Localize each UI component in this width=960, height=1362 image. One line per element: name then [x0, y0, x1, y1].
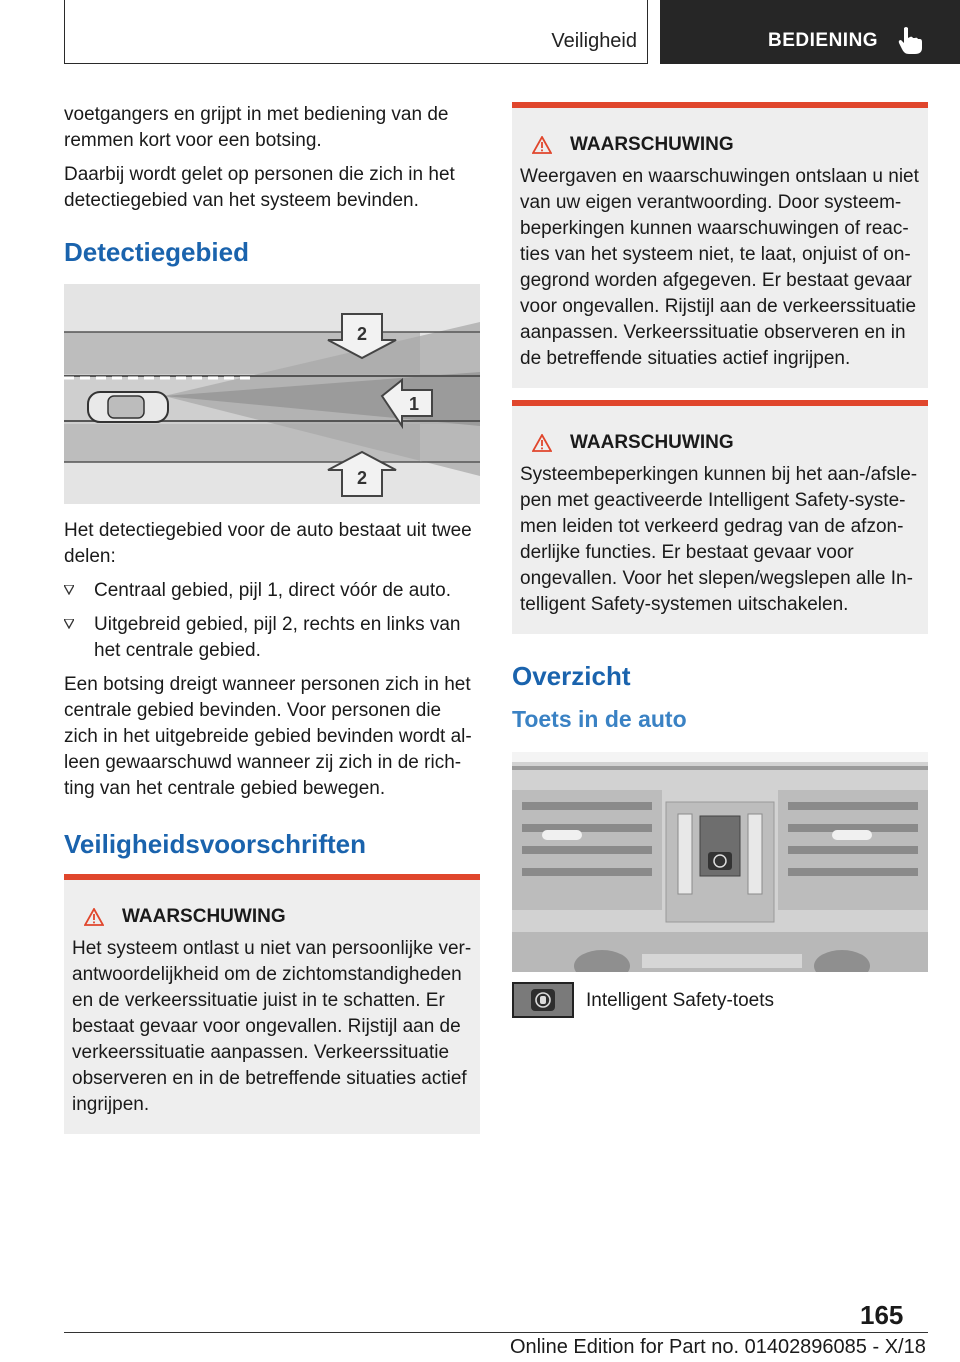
detection-areas-list — [64, 578, 480, 664]
warning-box-3 — [512, 400, 928, 634]
warning-title: WAARSCHUWING — [122, 906, 286, 927]
right-column — [512, 102, 928, 1018]
detection-description: Het detectiegebied voor de auto bestaat uit twee delen: — [64, 520, 472, 567]
triangle-bullet-icon — [64, 585, 74, 595]
header-chapter-box — [660, 0, 960, 64]
heading-safety-instructions: Veiligheidsvoorschriften — [64, 829, 366, 859]
pointing-hand-icon — [896, 26, 924, 56]
arrow-label-2-bottom: 2 — [356, 468, 368, 488]
list-item-text: Uitgebreid gebied, pijl 2, rechts en links van het centrale gebied. — [94, 614, 461, 661]
left-column — [64, 102, 480, 1134]
warning-box-1 — [64, 874, 480, 1134]
dashboard-graphic — [512, 752, 928, 972]
arrow-label-2-top: 2 — [356, 324, 368, 344]
list-item-text: Centraal gebied, pijl 1, direct vóór de auto. — [94, 580, 451, 601]
warning-title: WAARSCHUWING — [570, 432, 734, 453]
detection-area-diagram — [64, 284, 480, 504]
collision-paragraph: Een botsing dreigt wanneer personen zich in het centrale gebied bevinden. Voor personen die zich in het uitgebreide gebied bevinden wordt al- leen gewaarschuwd wanneer zij zich in de rich- ting van het centrale gebied bewegen. — [64, 674, 472, 799]
heading-overview: Overzicht — [512, 661, 631, 691]
warning-title-row — [72, 904, 472, 930]
warning-title-row — [520, 132, 920, 158]
header-chapter-title: BEDIENING — [768, 30, 879, 51]
page-number: 165 — [860, 1300, 904, 1330]
warning-text: Het systeem ontlast u niet van persoonlijke ver- antwoordelijkheid om de zichtomstandigheden en de verkeerssituatie juist in te schatten. Er bestaat gevaar voor ongevallen. Rijstijl aan de verkeerssituatie aanpassen. Verkeerssituatie observeren en in de betreffende situaties actief ingrijpen. — [72, 938, 472, 1115]
subheading-button-in-car: Toets in de auto — [512, 706, 687, 732]
footer-edition: Online Edition for Part no. 01402896085 - X/18 — [510, 1336, 926, 1358]
list-item — [64, 578, 480, 604]
triangle-bullet-icon — [64, 619, 74, 629]
button-caption-row — [512, 988, 928, 1018]
header-section-title: Veiligheid — [551, 30, 637, 52]
arrow-label-1: 1 — [408, 394, 420, 414]
warning-text: Systeembeperkingen kunnen bij het aan-/afsle- pen met geactiveerde Intelligent Safety-syste- men leiden tot verkeerd gedrag van de afzon- derlijke functies. Er bestaat gevaar voor ongevallen. Voor het slepen/wegslepen alle In- telligent Safety-systemen uitschakelen. — [520, 464, 918, 615]
warning-text: Weergaven en waarschuwingen ontslaan u niet van uw eigen verantwoording. Door systeem- beperkingen kunnen waarschuwingen of reac- ties van het systeem niet, te laat, onjuist of on- gegrond worden afgegeven. Er bestaat gevaar voor ongevallen. Rijstijl aan de verkeerssituatie aanpassen. Verkeerssituatie observeren en in de betreffende situaties actief ingrijpen. — [520, 166, 919, 369]
heading-detection-area: Detectiegebied — [64, 237, 249, 267]
safety-symbol-icon — [530, 988, 556, 1012]
warning-triangle-icon — [532, 136, 552, 154]
footer-divider — [64, 1332, 928, 1333]
dashboard-button-photo — [512, 752, 928, 972]
intro-paragraph-1: voetgangers en grijpt in met bediening van de remmen kort voor een botsing. — [64, 104, 449, 151]
warning-title: WAARSCHUWING — [570, 134, 734, 155]
header-section-box — [64, 0, 648, 64]
car-graphic — [88, 392, 168, 422]
warning-triangle-icon — [84, 908, 104, 926]
intelligent-safety-button-icon — [512, 982, 574, 1018]
warning-box-2 — [512, 102, 928, 388]
detection-diagram-graphic — [64, 284, 480, 504]
intro-paragraph-2: Daarbij wordt gelet op personen die zich in het detectiegebied van het systeem bevinden. — [64, 164, 455, 211]
warning-title-row — [520, 430, 920, 456]
warning-triangle-icon — [532, 434, 552, 452]
button-caption: Intelligent Safety-toets — [586, 990, 774, 1011]
list-item — [64, 612, 480, 664]
